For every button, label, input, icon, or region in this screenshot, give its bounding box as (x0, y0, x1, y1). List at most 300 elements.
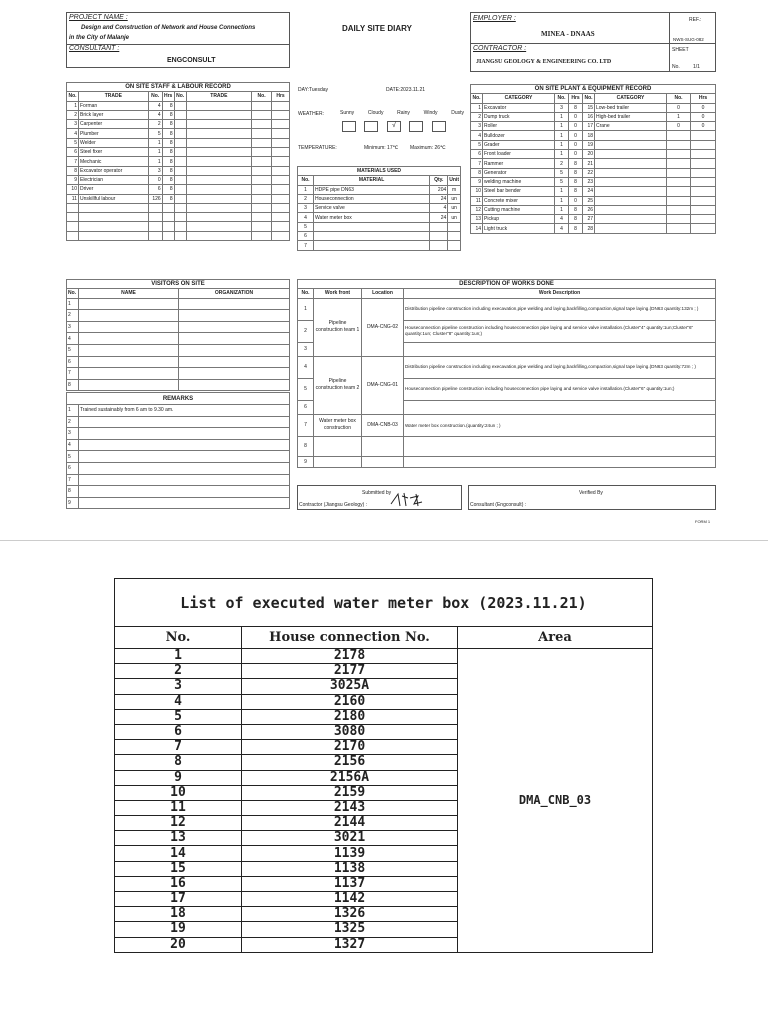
plant-category: Light truck (483, 224, 555, 233)
meter-house-no: 2178 (242, 649, 458, 664)
materials-name: Water meter box (314, 213, 430, 222)
works-team1-loc: DMA-CNG-02 (362, 298, 404, 356)
remarks-row (67, 462, 290, 474)
works-meter: Water meter box construction (314, 414, 362, 436)
meter-house-no: 3080 (242, 724, 458, 739)
remarks-no: 3 (67, 428, 79, 440)
weather-box-cloudy (364, 121, 378, 132)
materials-qty (430, 232, 448, 241)
remarks-row (67, 497, 290, 509)
visitors-no: 3 (67, 321, 79, 333)
meter-no: 11 (115, 800, 242, 815)
meter-house-no: 1327 (242, 937, 458, 952)
employer-value: MINEA - DNAAS (541, 30, 595, 38)
plant-no: 13 (471, 215, 483, 224)
plant-category2 (595, 140, 667, 149)
visitors-no: 8 (67, 379, 79, 391)
works-no-7: 7 (298, 414, 314, 436)
plant-no: 5 (471, 140, 483, 149)
plant-hrs2 (691, 159, 716, 168)
meter-list-header-row (115, 627, 653, 649)
materials-row (298, 204, 461, 213)
materials-row (298, 194, 461, 203)
plant-count: 1 (555, 112, 569, 121)
staff-count: 5 (148, 129, 162, 138)
staff-trade: Driver (78, 185, 148, 194)
plant-count: 1 (555, 140, 569, 149)
plant-count: 1 (555, 122, 569, 131)
ref-value: NWS-SUG-082 (673, 37, 704, 42)
weather-box-dusty (432, 121, 446, 132)
remarks-title: REMARKS (67, 393, 290, 405)
plant-col-hrs: Hrs (569, 94, 583, 103)
remarks-no: 1 (67, 405, 79, 417)
meter-col-area: Area (458, 627, 653, 649)
plant-no: 2 (471, 112, 483, 121)
remarks-row (67, 428, 290, 440)
plant-count2 (667, 187, 691, 196)
materials-qty (430, 241, 448, 250)
plant-category2 (595, 187, 667, 196)
plant-category: Excavator (483, 103, 555, 112)
plant-category2 (595, 196, 667, 205)
plant-category: Pickup (483, 215, 555, 224)
plant-no: 10 (471, 187, 483, 196)
works-no-5: 5 (298, 378, 314, 400)
employer-label: EMPLOYER : (473, 15, 516, 22)
staff-col-trade2: TRADE (186, 92, 251, 101)
plant-no: 6 (471, 150, 483, 159)
meter-no: 17 (115, 892, 242, 907)
staff-col-count: No. (148, 92, 162, 101)
staff-count: 126 (148, 194, 162, 203)
plant-count: 4 (555, 224, 569, 233)
submitted-by: Submitted by (362, 490, 392, 496)
plant-count2 (667, 168, 691, 177)
plant-category: Concrete mixer (483, 196, 555, 205)
plant-count2 (667, 177, 691, 186)
works-col-no: No. (298, 289, 314, 298)
meter-house-no: 2156A (242, 770, 458, 785)
materials-section (297, 166, 461, 251)
visitors-row (67, 356, 290, 368)
works-empty-6 (404, 400, 716, 414)
plant-hrs: 8 (569, 224, 583, 233)
plant-no: 1 (471, 103, 483, 112)
weather-option-cloudy: Cloudy (367, 110, 384, 116)
plant-category2 (595, 159, 667, 168)
plant-no2: 23 (583, 177, 595, 186)
plant-count2: 0 (667, 103, 691, 112)
meter-house-no: 3021 (242, 831, 458, 846)
plant-no2: 17 (583, 122, 595, 131)
plant-row (471, 215, 716, 224)
plant-count: 5 (555, 168, 569, 177)
materials-name: HDPE pipe DN63 (314, 185, 430, 194)
plant-no2: 26 (583, 205, 595, 214)
works-team2: Pipeline construction team 2 (314, 356, 362, 414)
meter-house-no: 2156 (242, 755, 458, 770)
project-name-line2: in the City of Malanje (69, 35, 130, 41)
staff-trade: Carpenter (78, 120, 148, 129)
staff-count: 2 (148, 120, 162, 129)
plant-col-category2: CATEGORY (595, 94, 667, 103)
remarks-text: Trained sustainably from 6 am to 9.30 am. (78, 405, 289, 417)
staff-hrs: 8 (162, 120, 174, 129)
plant-count: 4 (555, 215, 569, 224)
plant-category2 (595, 224, 667, 233)
works-team2-desc1: Distribution pipeline construction including execavation,pipe welding and laying,backfilling,compaction,signal tape laying.(DN63 quantity:72m ; ) (404, 356, 716, 378)
weather-options (340, 110, 464, 116)
weather-box-windy (409, 121, 423, 132)
materials-header-row (298, 176, 461, 185)
visitors-header-row (67, 289, 290, 298)
remarks-row (67, 439, 290, 451)
plant-hrs: 8 (569, 168, 583, 177)
visitors-row (67, 333, 290, 345)
remarks-no: 7 (67, 474, 79, 486)
meter-no: 8 (115, 755, 242, 770)
plant-hrs: 0 (569, 122, 583, 131)
plant-category2 (595, 215, 667, 224)
plant-count: 1 (555, 150, 569, 159)
meter-house-no: 1326 (242, 907, 458, 922)
materials-name (314, 241, 430, 250)
materials-no: 1 (298, 185, 314, 194)
contractor-sign-line: Contractor (Jiangsu Geology) : (299, 502, 368, 508)
staff-no: 3 (67, 120, 79, 129)
plant-category2 (595, 177, 667, 186)
staff-trade: Brick layer (78, 110, 148, 119)
visitors-no: 4 (67, 333, 79, 345)
plant-col-count: No. (555, 94, 569, 103)
materials-no: 2 (298, 194, 314, 203)
staff-hrs: 8 (162, 175, 174, 184)
meter-no: 6 (115, 724, 242, 739)
visitors-col-name: NAME (79, 289, 179, 298)
weather-box-sunny (342, 121, 356, 132)
meter-house-no: 2180 (242, 709, 458, 724)
consultant-sign-line: Consultant (Engconsult) : (470, 502, 527, 508)
plant-hrs: 8 (569, 103, 583, 112)
contractor-label: CONTRACTOR : (473, 45, 527, 52)
works-title: DESCRIPTION OF WORKS DONE (298, 280, 716, 289)
plant-row (471, 168, 716, 177)
staff-section (66, 82, 290, 241)
plant-no2: 22 (583, 168, 595, 177)
staff-row (67, 120, 290, 129)
meter-house-no: 1142 (242, 892, 458, 907)
plant-count2 (667, 215, 691, 224)
materials-no: 3 (298, 204, 314, 213)
plant-hrs2 (691, 187, 716, 196)
works-team1-desc2: Houseconnection pipeline construction including houseconnection pipe laying and service valve installation.(Cluster"4" quantity:1un;Cluster"6" quantity:1un; Cluster"8" quantity:1un;) (404, 320, 716, 342)
project-name-label: PROJECT NAME : (69, 14, 128, 21)
verified-box (468, 485, 716, 510)
staff-no: 5 (67, 138, 79, 147)
remarks-no: 2 (67, 416, 79, 428)
staff-row (67, 101, 290, 110)
plant-row (471, 112, 716, 121)
plant-row (471, 187, 716, 196)
visitors-no: 5 (67, 344, 79, 356)
temperature-label: TEMPERATURE: (298, 145, 337, 151)
visitors-row (67, 379, 290, 391)
meter-house-no: 2144 (242, 816, 458, 831)
staff-trade: Electrician (78, 175, 148, 184)
materials-qty: 24 (430, 194, 448, 203)
visitors-no: 1 (67, 298, 79, 310)
visitors-section (66, 279, 290, 391)
ref-label: REF.: (689, 17, 702, 23)
staff-row (67, 166, 290, 175)
meter-house-no: 1137 (242, 876, 458, 891)
meter-list-title: List of executed water meter box (2023.11.21) (115, 579, 653, 627)
materials-row (298, 241, 461, 250)
meter-house-no: 1139 (242, 846, 458, 861)
weather-box-rainy: √ (387, 121, 401, 132)
meter-no: 4 (115, 694, 242, 709)
plant-col-no: No. (472, 95, 481, 102)
staff-trade: Steel fixer (78, 148, 148, 157)
staff-hrs: 8 (162, 157, 174, 166)
staff-no: 8 (67, 166, 79, 175)
staff-trade: Excavator operator (78, 166, 148, 175)
plant-no2: 16 (583, 112, 595, 121)
staff-no: 6 (67, 148, 79, 157)
plant-hrs: 8 (569, 159, 583, 168)
materials-qty: 204 (430, 185, 448, 194)
visitors-row (67, 298, 290, 310)
materials-col-no: No. (298, 176, 314, 185)
plant-category: Grader (483, 140, 555, 149)
works-header-row (298, 289, 716, 298)
staff-no: 7 (67, 157, 79, 166)
remarks-no: 9 (67, 497, 79, 509)
plant-row (471, 224, 716, 233)
staff-col-no2: No. (176, 93, 185, 100)
meter-no: 5 (115, 709, 242, 724)
staff-row (67, 213, 290, 222)
staff-count: 4 (148, 110, 162, 119)
plant-hrs: 8 (569, 205, 583, 214)
page-divider (0, 540, 768, 541)
project-box (66, 12, 290, 68)
staff-row (67, 148, 290, 157)
plant-category: Rammer (483, 159, 555, 168)
staff-row (67, 194, 290, 203)
plant-category2: High-bed trailer (595, 112, 667, 121)
remarks-no: 6 (67, 462, 79, 474)
works-team2-desc2: Houseconnection pipeline construction including houseconnection pipe laying and service valve installation.(Cluster"6" quantity:1un;) (404, 378, 716, 400)
meter-no: 19 (115, 922, 242, 937)
plant-count2 (667, 140, 691, 149)
plant-title: ON SITE PLANT & EQUIPMENT RECORD (471, 85, 716, 94)
plant-section (470, 84, 716, 234)
meter-house-no: 1325 (242, 922, 458, 937)
meter-no: 20 (115, 937, 242, 952)
weather-label: WEATHER: (298, 111, 325, 117)
visitors-col-no: No. (67, 289, 79, 298)
plant-hrs: 8 (569, 187, 583, 196)
remarks-no: 5 (67, 451, 79, 463)
plant-hrs2: 0 (691, 122, 716, 131)
materials-unit: m (448, 185, 461, 194)
staff-row (67, 175, 290, 184)
staff-count: 3 (148, 166, 162, 175)
plant-hrs2 (691, 168, 716, 177)
meter-area: DMA_CNB_03 (458, 649, 653, 953)
staff-row (67, 129, 290, 138)
project-name-line1: Design and Construction of Network and House Connections (81, 25, 256, 31)
works-no-4: 4 (298, 356, 314, 378)
works-meter-loc: DMA-CNB-03 (362, 414, 404, 436)
plant-hrs: 0 (569, 140, 583, 149)
staff-trade: Plumber (78, 129, 148, 138)
plant-count: 3 (555, 103, 569, 112)
visitors-row (67, 344, 290, 356)
signature-mark (388, 490, 428, 510)
materials-row (298, 213, 461, 222)
plant-count: 5 (555, 177, 569, 186)
visitors-no: 7 (67, 368, 79, 380)
consultant-value: ENGCONSULT (167, 57, 216, 64)
plant-no2: 20 (583, 150, 595, 159)
works-no-1: 1 (298, 298, 314, 320)
works-team1: Pipeline construction team 1 (314, 298, 362, 356)
meter-list-section (114, 578, 653, 953)
plant-hrs2 (691, 224, 716, 233)
works-no-6: 6 (298, 400, 314, 414)
plant-col-no2: No. (584, 95, 593, 102)
weather-option-rainy: Rainy (397, 110, 410, 116)
meter-no: 1 (115, 649, 242, 664)
plant-category2 (595, 168, 667, 177)
staff-row (67, 185, 290, 194)
materials-unit: un (448, 213, 461, 222)
meter-house-no: 2177 (242, 664, 458, 679)
plant-hrs: 8 (569, 215, 583, 224)
works-section (297, 279, 716, 468)
materials-no: 5 (298, 222, 314, 231)
materials-title: MATERIALS USED (298, 167, 461, 176)
plant-no: 4 (471, 131, 483, 140)
verified-by: Verified By (579, 490, 603, 496)
plant-row (471, 159, 716, 168)
materials-qty: 4 (430, 204, 448, 213)
plant-category: Cutting machine (483, 205, 555, 214)
staff-title: ON SITE STAFF & LABOUR RECORD (67, 83, 290, 92)
staff-col-no: No. (68, 93, 77, 100)
works-team2-loc: DMA-CNG-01 (362, 356, 404, 414)
plant-count2 (667, 150, 691, 159)
min-temp: Minimum: 17℃ (364, 145, 399, 151)
plant-count: 1 (555, 196, 569, 205)
remarks-no: 8 (67, 486, 79, 498)
meter-no: 3 (115, 679, 242, 694)
staff-no: 1 (67, 101, 79, 110)
staff-col-hrs: Hrs (163, 93, 173, 100)
plant-row (471, 131, 716, 140)
plant-category: Bulldozer (483, 131, 555, 140)
submitted-box (297, 485, 462, 510)
plant-no: 11 (471, 196, 483, 205)
plant-col-category: CATEGORY (483, 94, 555, 103)
meter-no: 13 (115, 831, 242, 846)
day-label: DAY:Tuesday (298, 87, 329, 93)
staff-count: 4 (148, 101, 162, 110)
date-label: DATE:2023.11.21 (386, 87, 426, 93)
staff-no: 11 (67, 194, 79, 203)
staff-col-hrs2: Hrs (272, 92, 290, 101)
staff-row (67, 110, 290, 119)
plant-category2 (595, 205, 667, 214)
plant-col-count2: No. (667, 94, 691, 103)
plant-count2 (667, 196, 691, 205)
meter-no: 9 (115, 770, 242, 785)
materials-name: Service valve (314, 204, 430, 213)
plant-category2: Low-bed trailer (595, 103, 667, 112)
staff-hrs: 8 (162, 129, 174, 138)
plant-category: Generator (483, 168, 555, 177)
plant-no2: 27 (583, 215, 595, 224)
plant-hrs2 (691, 196, 716, 205)
plant-category: welding machine (483, 177, 555, 186)
consultant-label: CONSULTANT : (69, 45, 120, 52)
plant-category: Front loader (483, 150, 555, 159)
plant-header-row (471, 94, 716, 103)
meter-house-no: 2160 (242, 694, 458, 709)
plant-hrs2 (691, 140, 716, 149)
sheet-value: 1/1 (693, 64, 700, 70)
plant-count: 1 (555, 131, 569, 140)
plant-count2 (667, 205, 691, 214)
works-no-9: 9 (298, 456, 314, 467)
visitors-row (67, 321, 290, 333)
staff-row (67, 157, 290, 166)
plant-count: 1 (555, 205, 569, 214)
staff-trade: Welder (78, 138, 148, 147)
plant-count2 (667, 224, 691, 233)
plant-count2 (667, 131, 691, 140)
plant-no2: 15 (583, 103, 595, 112)
plant-no2: 25 (583, 196, 595, 205)
works-col-desc: Work Description (404, 289, 716, 298)
plant-hrs2 (691, 177, 716, 186)
staff-header-row (67, 92, 290, 101)
plant-hrs2: 0 (691, 103, 716, 112)
plant-hrs: 0 (569, 131, 583, 140)
staff-hrs: 8 (162, 148, 174, 157)
plant-no2: 19 (583, 140, 595, 149)
max-temp: Maximum: 26℃ (410, 145, 446, 151)
staff-trade: Mechanic (78, 157, 148, 166)
contractor-value: JIANGSU GEOLOGY & ENGINEERING CO. LTD (476, 59, 612, 65)
materials-qty: 24 (430, 213, 448, 222)
remarks-row (67, 416, 290, 428)
plant-count2: 0 (667, 122, 691, 131)
materials-unit (448, 241, 461, 250)
staff-no: 9 (67, 175, 79, 184)
meter-no: 16 (115, 876, 242, 891)
plant-no: 12 (471, 205, 483, 214)
plant-no2: 24 (583, 187, 595, 196)
plant-hrs: 8 (569, 177, 583, 186)
staff-count: 1 (148, 148, 162, 157)
sheet-no-label: No. (672, 64, 680, 70)
remarks-no: 4 (67, 439, 79, 451)
staff-hrs: 8 (162, 101, 174, 110)
